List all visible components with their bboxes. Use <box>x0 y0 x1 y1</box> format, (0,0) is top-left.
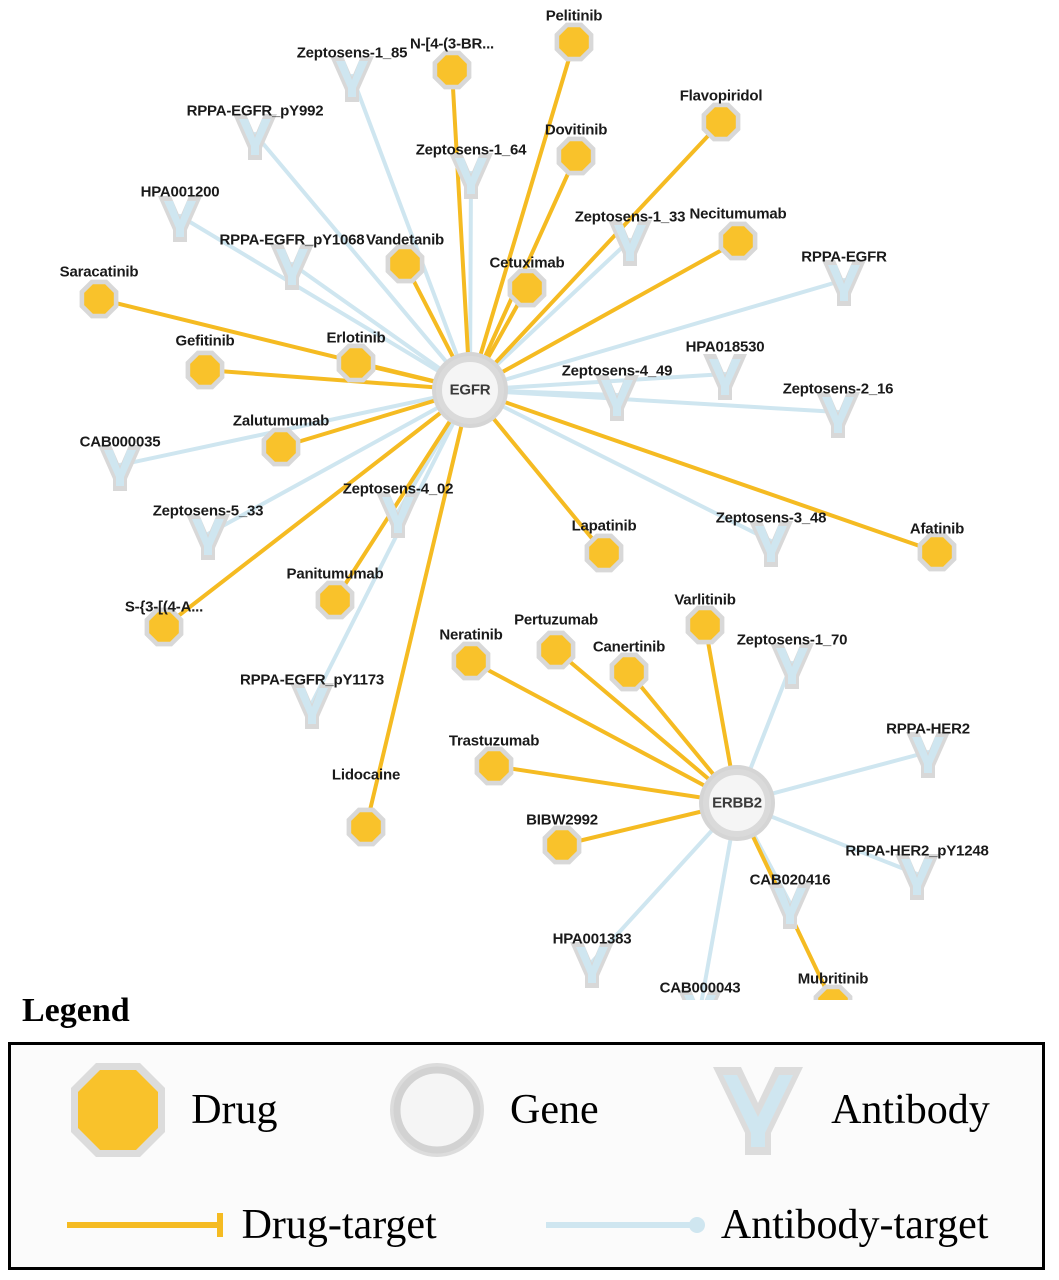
legend-label-drug: Drug <box>191 1087 278 1133</box>
drug-node[interactable] <box>918 533 957 572</box>
antibody-label: CAB000043 <box>659 979 741 997</box>
gene-label: EGFR <box>449 381 491 399</box>
antibody-node[interactable] <box>270 244 314 290</box>
antibody-label: Zeptosens-5_33 <box>152 502 264 520</box>
legend-box <box>8 1042 1045 1270</box>
antibody-label: Zeptosens-4_02 <box>342 480 454 498</box>
antibody-label: Zeptosens-4_49 <box>561 362 673 380</box>
drug-label: S-{3-[(4-A... <box>124 598 204 616</box>
drug-label: N-[4-(3-BR... <box>409 35 495 53</box>
drug-node[interactable] <box>452 642 491 681</box>
drug-node[interactable] <box>719 222 758 261</box>
drug-label: Cetuximab <box>489 254 565 272</box>
graph-edge <box>470 390 937 552</box>
antibody-node[interactable] <box>186 514 230 560</box>
drug-node[interactable] <box>262 428 301 467</box>
drug-label: Dovitinib <box>544 121 608 139</box>
legend-item-gene <box>382 1055 599 1165</box>
drug-node[interactable] <box>537 631 576 670</box>
drug-label: Gefitinib <box>175 332 235 350</box>
drug-label: Flavopiridol <box>679 87 763 105</box>
drug-node[interactable] <box>610 653 649 692</box>
drug-target-edge-icon <box>65 1210 230 1240</box>
legend-label-antibody: Antibody <box>831 1087 990 1133</box>
drug-node[interactable] <box>316 581 355 620</box>
legend-edge-row <box>11 1185 1042 1265</box>
antibody-node[interactable] <box>290 683 334 729</box>
drug-node[interactable] <box>543 826 582 865</box>
drug-node[interactable] <box>508 269 547 308</box>
antibody-label: CAB000035 <box>79 433 161 451</box>
drug-label: Lapatinib <box>571 517 637 535</box>
antibody-node[interactable] <box>98 445 142 491</box>
drug-node[interactable] <box>347 808 386 847</box>
antibody-label: HPA001200 <box>140 183 220 201</box>
drug-node[interactable] <box>585 534 624 573</box>
legend-label-drug-target: Drug-target <box>241 1202 437 1248</box>
drug-icon <box>63 1055 173 1165</box>
drug-node[interactable] <box>186 351 225 390</box>
antibody-node[interactable] <box>570 942 614 988</box>
drug-label: Pertuzumab <box>514 611 598 629</box>
drug-label: Trastuzumab <box>448 732 540 750</box>
drug-node[interactable] <box>702 103 741 142</box>
drug-label: BIBW2992 <box>526 811 598 829</box>
antibody-label: Zeptosens-1_70 <box>736 631 848 649</box>
drug-node[interactable] <box>386 245 425 284</box>
legend-label-gene: Gene <box>510 1087 599 1133</box>
drug-label: Saracatinib <box>59 263 139 281</box>
antibody-label: RPPA-EGFR <box>801 248 887 266</box>
drug-label: Mubritinib <box>797 970 869 988</box>
legend-item-antibody-target <box>544 1201 989 1249</box>
legend-item-antibody <box>703 1055 990 1165</box>
drug-label: Panitumumab <box>286 565 384 583</box>
antibody-node[interactable] <box>330 56 374 102</box>
antibody-node[interactable] <box>608 220 652 266</box>
drug-node[interactable] <box>433 51 472 90</box>
antibody-node[interactable] <box>158 196 202 242</box>
antibody-label: RPPA-HER2_pY1248 <box>845 842 989 860</box>
legend-label-antibody-target: Antibody-target <box>720 1202 989 1248</box>
legend-item-drug-target <box>65 1201 437 1249</box>
antibody-label: RPPA-EGFR_pY992 <box>186 102 324 120</box>
antibody-label: Zeptosens-1_33 <box>574 208 686 226</box>
antibody-label: Zeptosens-1_85 <box>296 44 408 62</box>
antibody-label: CAB020416 <box>749 871 831 889</box>
antibody-node[interactable] <box>703 354 747 400</box>
drug-node[interactable] <box>475 747 514 786</box>
antibody-label: Zeptosens-1_64 <box>415 141 527 159</box>
gene-icon <box>382 1055 492 1165</box>
drug-label: Neratinib <box>439 626 503 644</box>
drug-node[interactable] <box>686 606 725 645</box>
drug-label: Varlitinib <box>674 591 736 609</box>
antibody-target-edge-icon <box>544 1210 709 1240</box>
legend-title: Legend <box>22 992 130 1029</box>
drug-node[interactable] <box>557 137 596 176</box>
drug-node[interactable] <box>555 23 594 62</box>
drug-node[interactable] <box>337 344 376 383</box>
antibody-node[interactable] <box>770 643 814 689</box>
drug-label: Lidocaine <box>331 766 401 784</box>
antibody-label: Zeptosens-3_48 <box>715 509 827 527</box>
gene-label: ERBB2 <box>712 794 762 812</box>
antibody-node[interactable] <box>749 521 793 567</box>
drug-label: Zalutumumab <box>232 412 330 430</box>
graph-edge <box>470 42 574 390</box>
antibody-label: RPPA-EGFR_pY1173 <box>239 671 385 689</box>
drug-label: Canertinib <box>592 638 666 656</box>
drug-label: Pelitinib <box>545 7 603 25</box>
antibody-label: RPPA-EGFR_pY1068 <box>219 231 365 249</box>
antibody-label: HPA001383 <box>552 930 632 948</box>
antibody-node[interactable] <box>816 392 860 438</box>
antibody-label: RPPA-HER2 <box>886 720 970 738</box>
drug-node[interactable] <box>80 280 119 319</box>
antibody-node[interactable] <box>895 854 939 900</box>
graph-edge <box>452 70 470 390</box>
legend-node-row <box>11 1045 1042 1175</box>
graph-edge <box>366 390 470 827</box>
antibody-icon <box>703 1055 813 1165</box>
antibody-label: HPA018530 <box>685 338 765 356</box>
legend-item-drug <box>63 1055 277 1165</box>
antibody-node[interactable] <box>768 883 812 929</box>
drug-label: Afatinib <box>909 520 965 538</box>
drug-label: Necitumumab <box>689 205 787 223</box>
antibody-label: Zeptosens-2_16 <box>782 380 894 398</box>
graph-edge <box>312 390 470 703</box>
antibody-node[interactable] <box>449 153 493 199</box>
drug-label: Vandetanib <box>365 231 445 249</box>
drug-label: Erlotinib <box>326 329 386 347</box>
